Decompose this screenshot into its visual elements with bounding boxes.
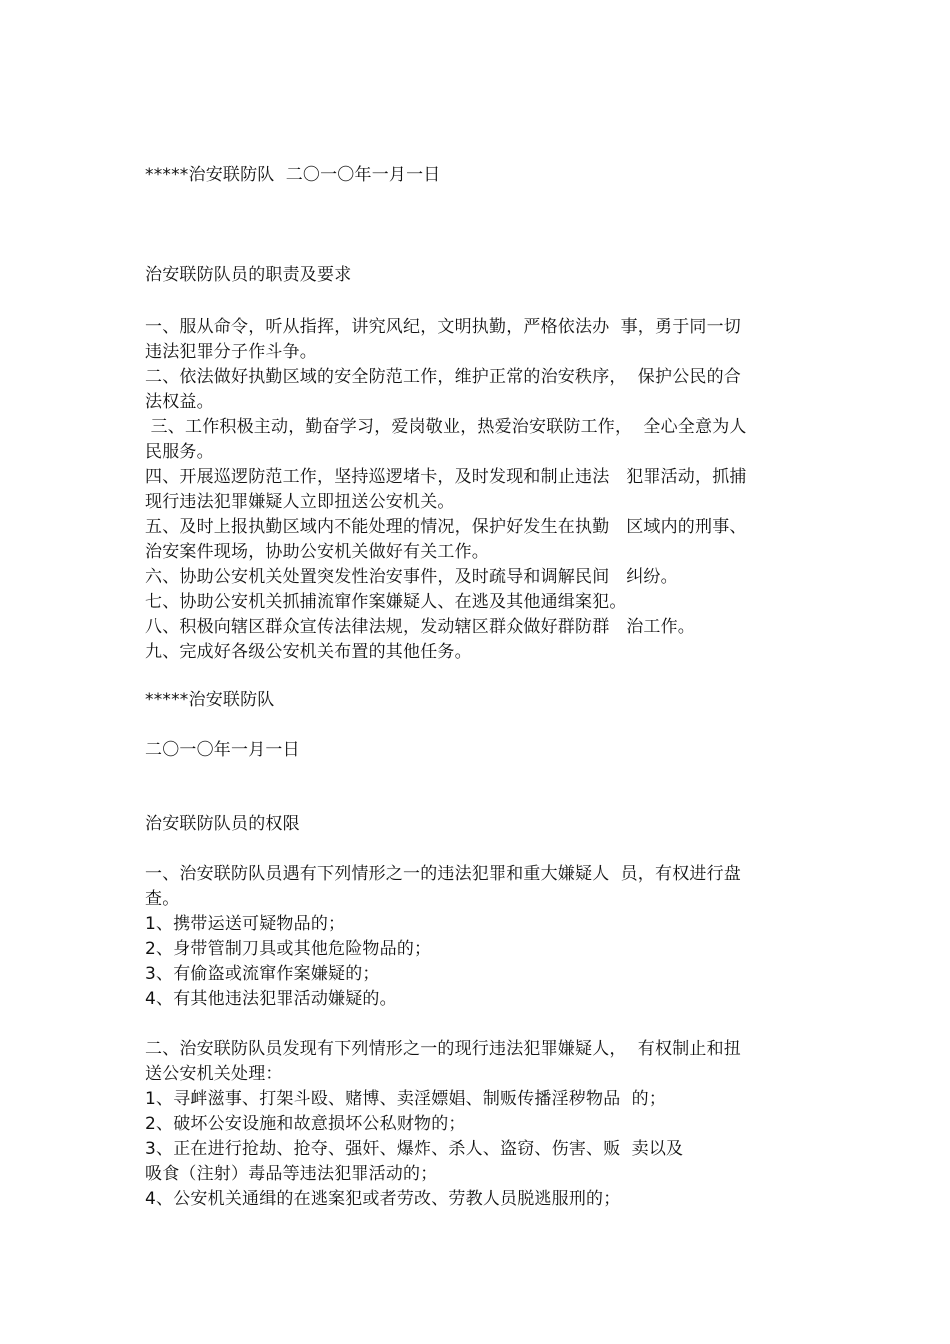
authority-line-3: 1、携带运送可疑物品的； xyxy=(145,914,346,934)
duty-line-2: 违法犯罪分子作斗争。 xyxy=(145,342,317,362)
duty-line-9: 五、及时上报执勤区域内不能处理的情况，保护好发生在执勤 区域内的刑事、 xyxy=(145,517,747,537)
authority2-line-7: 4、公安机关通缉的在逃案犯或者劳改、劳教人员脱逃服刑的； xyxy=(145,1189,621,1209)
duty-line-12: 七、协助公安机关抓捕流窜作案嫌疑人、在逃及其他通缉案犯。 xyxy=(145,592,627,612)
authority2-line-6: 吸食（注射）毒品等违法犯罪活动的； xyxy=(145,1164,438,1184)
duty-line-1: 一、服从命令，听从指挥，讲究风纪，文明执勤，严格依法办 事，勇于同一切 xyxy=(145,317,742,337)
duty-line-5: 三、工作积极主动，勤奋学习，爱岗敬业，热爱治安联防工作， 全心全意为人 xyxy=(145,417,747,437)
authority-line-4: 2、身带管制刀具或其他危险物品的； xyxy=(145,939,432,959)
duty-line-6: 民服务。 xyxy=(145,442,214,462)
authority2-line-1: 二、治安联防队员发现有下列情形之一的现行违法犯罪嫌疑人， 有权制止和扭 xyxy=(145,1039,742,1059)
section2-title: 治安联防队员的权限 xyxy=(145,814,300,834)
section1-title: 治安联防队员的职责及要求 xyxy=(145,265,352,285)
authority2-line-3: 1、寻衅滋事、打架斗殴、赌博、卖淫嫖娼、制贩传播淫秽物品 的； xyxy=(145,1089,667,1109)
duty-line-7: 四、开展巡逻防范工作，坚持巡逻堵卡，及时发现和制止违法 犯罪活动，抓捕 xyxy=(145,467,747,487)
duty-line-10: 治安案件现场，协助公安机关做好有关工作。 xyxy=(145,542,489,562)
authority-line-2: 查。 xyxy=(145,889,180,909)
signature: *****治安联防队 xyxy=(145,690,275,710)
authority-line-6: 4、有其他违法犯罪活动嫌疑的。 xyxy=(145,989,397,1009)
duty-line-11: 六、协助公安机关处置突发性治安事件，及时疏导和调解民间 纠纷。 xyxy=(145,567,678,587)
duty-line-3: 二、依法做好执勤区域的安全防范工作，维护正常的治安秩序， 保护公民的合 xyxy=(145,367,742,387)
authority-line-1: 一、治安联防队员遇有下列情形之一的违法犯罪和重大嫌疑人 员，有权进行盘 xyxy=(145,864,742,884)
duty-line-14: 九、完成好各级公安机关布置的其他任务。 xyxy=(145,642,472,662)
authority2-line-2: 送公安机关处理： xyxy=(145,1064,283,1084)
authority2-line-4: 2、破坏公安设施和故意损坏公私财物的； xyxy=(145,1114,466,1134)
duty-line-8: 现行违法犯罪嫌疑人立即扭送公安机关。 xyxy=(145,492,455,512)
signature-date: 二〇一〇年一月一日 xyxy=(145,740,300,760)
duty-line-13: 八、积极向辖区群众宣传法律法规，发动辖区群众做好群防群 治工作。 xyxy=(145,617,696,637)
duty-line-4: 法权益。 xyxy=(145,392,214,412)
authority-line-5: 3、有偷盗或流窜作案嫌疑的； xyxy=(145,964,380,984)
authority2-line-5: 3、正在进行抢劫、抢夺、强奸、爆炸、杀人、盗窃、伤害、贩 卖以及 xyxy=(145,1139,684,1159)
header-line: *****治安联防队 二〇一〇年一月一日 xyxy=(145,165,441,185)
